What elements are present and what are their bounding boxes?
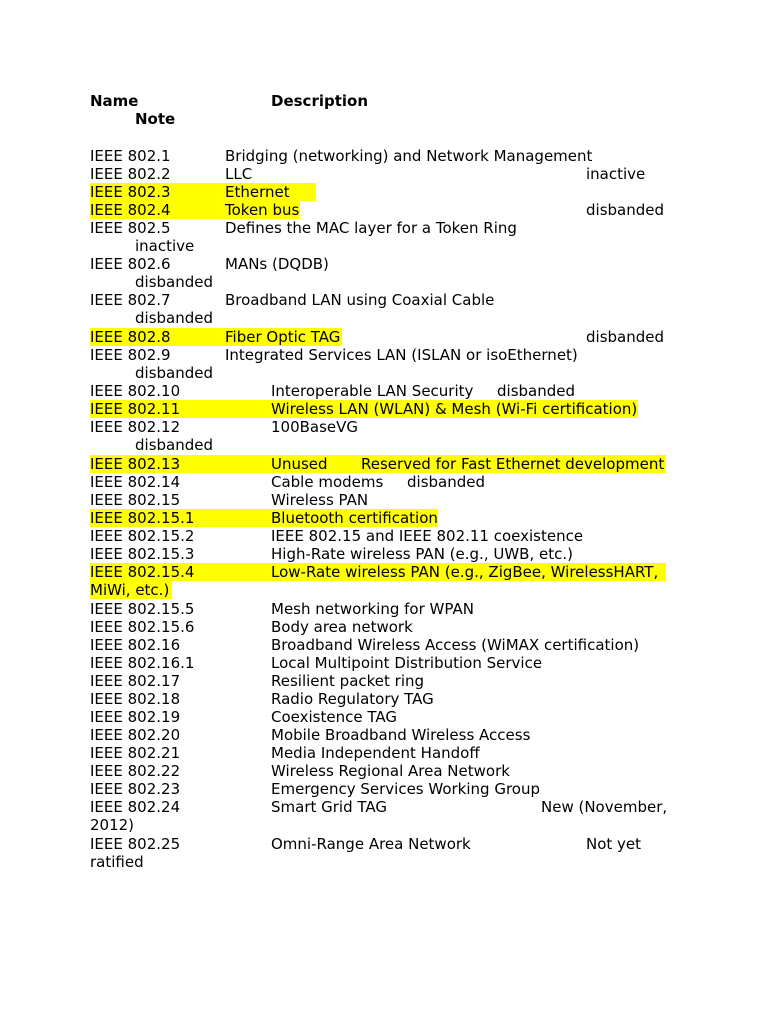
row-wrap-text: 2012) — [90, 816, 135, 834]
row-description: Smart Grid TAG — [271, 798, 388, 816]
row-description: Wireless Regional Area Network — [271, 762, 510, 780]
row-note: inactive — [586, 165, 646, 183]
row-name: IEEE 802.7 — [90, 291, 171, 309]
row-description: Wireless PAN — [271, 491, 369, 509]
row-name: IEEE 802.15.4 — [90, 563, 195, 581]
row-description: Fiber Optic TAG — [225, 328, 341, 346]
row-description: High-Rate wireless PAN (e.g., UWB, etc.) — [271, 545, 573, 563]
row-description: Bridging (networking) and Network Management — [225, 147, 593, 165]
row-name: IEEE 802.1 — [90, 147, 171, 165]
row-name: IEEE 802.13 — [90, 455, 181, 473]
row-description: Mobile Broadband Wireless Access — [271, 726, 531, 744]
row-description: Defines the MAC layer for a Token Ring — [225, 219, 517, 237]
row-name: IEEE 802.22 — [90, 762, 181, 780]
row-note: disbanded — [586, 328, 664, 346]
row-note: disbanded — [135, 273, 213, 291]
row-description: Unused — [271, 455, 328, 473]
row-description: Mesh networking for WPAN — [271, 600, 474, 618]
row-wrap-text: MiWi, etc.) — [90, 581, 170, 599]
row-description: MANs (DQDB) — [225, 255, 329, 273]
row-description: Broadband LAN using Coaxial Cable — [225, 291, 495, 309]
row-note: New (November, — [541, 798, 668, 816]
row-description: 100BaseVG — [271, 418, 359, 436]
row-name: IEEE 802.25 — [90, 835, 181, 853]
row-note: disbanded — [586, 201, 664, 219]
row-name: IEEE 802.3 — [90, 183, 171, 201]
row-name: IEEE 802.18 — [90, 690, 181, 708]
row-name: IEEE 802.15 — [90, 491, 181, 509]
row-name: IEEE 802.9 — [90, 346, 171, 364]
row-description: Cable modems — [271, 473, 384, 491]
row-note: Reserved for Fast Ethernet development — [361, 455, 665, 473]
row-description: Integrated Services LAN (ISLAN or isoEthernet) — [225, 346, 578, 364]
row-description: Emergency Services Working Group — [271, 780, 541, 798]
row-description: Local Multipoint Distribution Service — [271, 654, 543, 672]
row-name: IEEE 802.20 — [90, 726, 181, 744]
row-description: Omni-Range Area Network — [271, 835, 471, 853]
row-name: IEEE 802.10 — [90, 382, 181, 400]
row-note: disbanded — [135, 364, 213, 382]
row-name: IEEE 802.15.3 — [90, 545, 195, 563]
row-description: Media Independent Handoff — [271, 744, 480, 762]
row-name: IEEE 802.15.1 — [90, 509, 195, 527]
row-name: IEEE 802.15.6 — [90, 618, 195, 636]
row-description: Wireless LAN (WLAN) & Mesh (Wi-Fi certification) — [271, 400, 638, 418]
row-note: disbanded — [135, 436, 213, 454]
row-note: inactive — [135, 237, 195, 255]
row-name: IEEE 802.5 — [90, 219, 171, 237]
row-description: Token bus — [225, 201, 300, 219]
row-description: IEEE 802.15 and IEEE 802.11 coexistence — [271, 527, 584, 545]
row-note: disbanded — [407, 473, 485, 491]
header-name: Name — [90, 92, 139, 110]
row-name: IEEE 802.15.2 — [90, 527, 195, 545]
header-description: Description — [271, 92, 369, 110]
row-description: LLC — [225, 165, 253, 183]
row-name: IEEE 802.15.5 — [90, 600, 195, 618]
row-name: IEEE 802.16 — [90, 636, 181, 654]
row-name: IEEE 802.23 — [90, 780, 181, 798]
row-description: Body area network — [271, 618, 413, 636]
row-wrap-text: ratified — [90, 853, 144, 871]
row-description: Broadband Wireless Access (WiMAX certification) — [271, 636, 640, 654]
row-name: IEEE 802.16.1 — [90, 654, 195, 672]
row-description: Low-Rate wireless PAN (e.g., ZigBee, WirelessHART, — [271, 563, 659, 581]
row-name: IEEE 802.6 — [90, 255, 171, 273]
row-name: IEEE 802.4 — [90, 201, 171, 219]
row-name: IEEE 802.17 — [90, 672, 181, 690]
row-description: Interoperable LAN Security — [271, 382, 474, 400]
header-note: Note — [135, 110, 176, 128]
row-name: IEEE 802.21 — [90, 744, 181, 762]
row-name: IEEE 802.8 — [90, 328, 171, 346]
row-name: IEEE 802.2 — [90, 165, 171, 183]
row-name: IEEE 802.24 — [90, 798, 181, 816]
row-note: disbanded — [497, 382, 575, 400]
row-name: IEEE 802.11 — [90, 400, 181, 418]
row-description: Coexistence TAG — [271, 708, 397, 726]
row-note: disbanded — [135, 309, 213, 327]
row-name: IEEE 802.19 — [90, 708, 181, 726]
row-description: Bluetooth certification — [271, 509, 438, 527]
row-description: Radio Regulatory TAG — [271, 690, 434, 708]
row-description: Resilient packet ring — [271, 672, 425, 690]
row-description: Ethernet — [225, 183, 290, 201]
row-note: Not yet — [586, 835, 642, 853]
row-name: IEEE 802.12 — [90, 418, 181, 436]
row-name: IEEE 802.14 — [90, 473, 181, 491]
